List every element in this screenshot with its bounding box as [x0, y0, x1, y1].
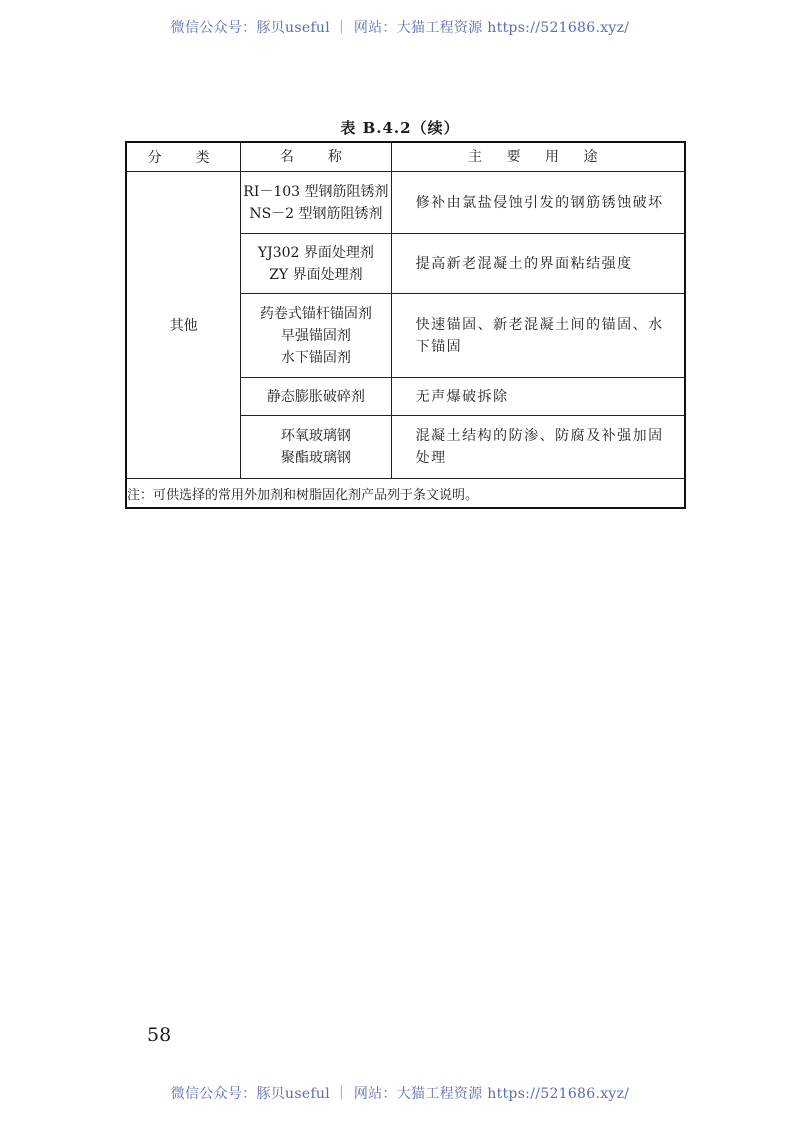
use-cell: 提高新老混凝土的界面粘结强度 [391, 234, 685, 294]
use-cell: 无声爆破拆除 [391, 378, 685, 416]
header-use: 主 要 用 途 [391, 142, 685, 172]
use-cell: 混凝土结构的防渗、防腐及补强加固处理 [391, 416, 685, 479]
product-name: NS－2 型钢筋阻锈剂 [249, 205, 383, 222]
name-cell [241, 378, 391, 416]
product-name: 环氧玻璃钢 [280, 428, 351, 444]
product-name: ZY 界面处理剂 [269, 266, 363, 283]
additive-table [125, 141, 686, 509]
product-name: 静态膨胀破碎剂 [266, 388, 365, 405]
header-category: 分 类 [126, 142, 241, 172]
product-name: YJ302 界面处理剂 [257, 244, 374, 261]
name-cell [241, 234, 391, 294]
watermark-bottom: 微信公众号：豚贝useful ｜ 网站：大猫工程资源 https://521686.xyz/ [170, 1086, 630, 1102]
table-header-row [126, 142, 685, 172]
table-note: 注：可供选择的常用外加剂和树脂固化剂产品列于条文说明。 [126, 479, 685, 509]
table-caption: 表 B.4.2（续） [340, 119, 460, 137]
table-row [126, 172, 685, 234]
use-cell: 快速锚固、新老混凝土间的锚固、水下锚固 [391, 294, 685, 378]
category-cell: 其他 [126, 172, 241, 479]
header-name: 名 称 [241, 142, 391, 172]
name-cell [241, 416, 391, 479]
product-name: 早强锚固剂 [280, 327, 351, 344]
use-cell: 修补由氯盐侵蚀引发的钢筋锈蚀破坏 [391, 172, 685, 234]
product-name: RI－103 型钢筋阻锈剂 [243, 183, 389, 200]
product-name: 聚酯玻璃钢 [280, 450, 351, 466]
product-name: 水下锚固剂 [280, 349, 351, 366]
product-name: 药卷式锚杆锚固剂 [259, 305, 372, 322]
page-number: 58 [147, 1024, 172, 1046]
name-cell [241, 294, 391, 378]
table-note-row [126, 479, 685, 509]
watermark-top: 微信公众号：豚贝useful ｜ 网站：大猫工程资源 https://521686.xyz/ [170, 20, 630, 36]
name-cell [241, 172, 391, 234]
